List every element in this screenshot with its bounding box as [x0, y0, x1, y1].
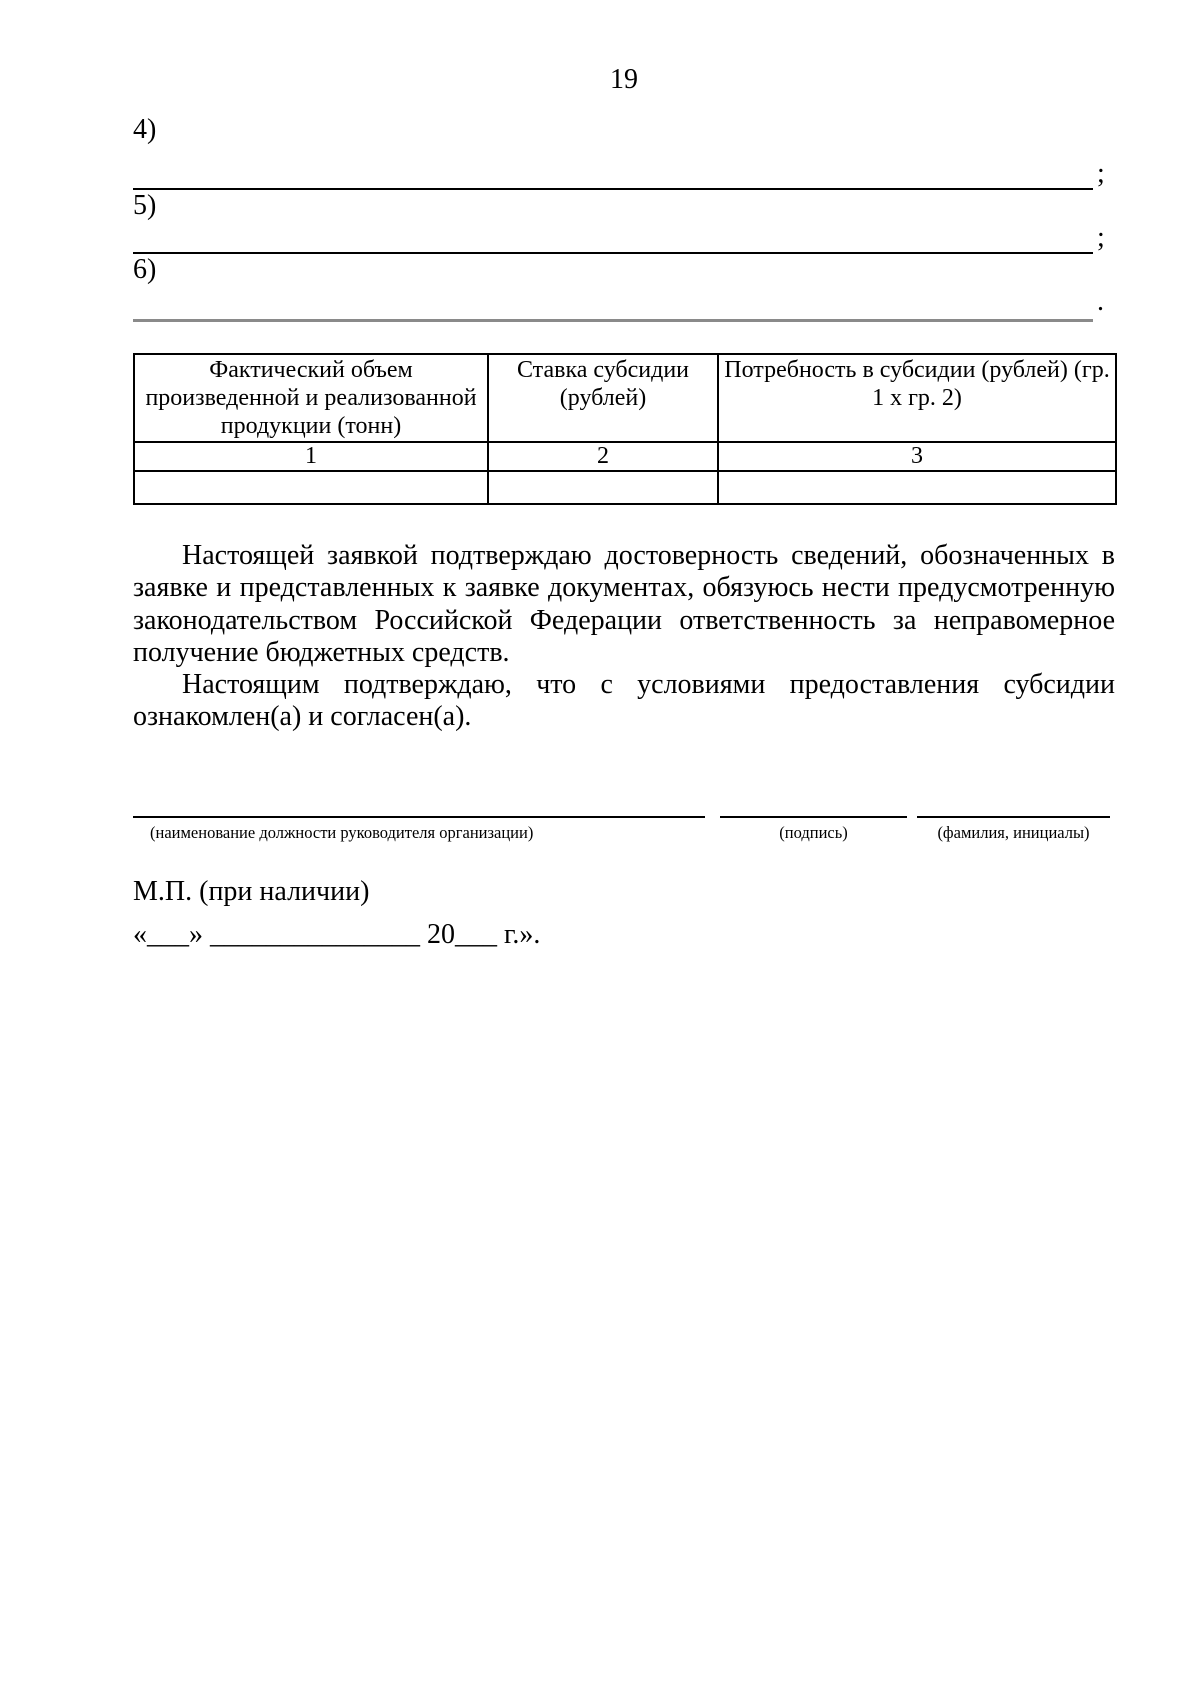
page-number: 19 [610, 64, 638, 95]
table-empty-row [134, 471, 1116, 504]
signature-line-position [133, 816, 705, 818]
stamp-note: М.П. (при наличии) [133, 876, 370, 907]
signature-line-signature [720, 816, 907, 818]
table-header-row [134, 354, 1116, 442]
table-empty-cell-1 [134, 471, 488, 504]
table-colnum-2: 2 [488, 442, 718, 471]
table-colnum-1: 1 [134, 442, 488, 471]
blank-line-item-4-punctuation: ; [1097, 158, 1105, 189]
table-column-number-row [134, 442, 1116, 471]
signature-line-name [917, 816, 1110, 818]
signature-label-signature: (подпись) [779, 823, 848, 842]
blank-line-item-5-punctuation: ; [1097, 222, 1105, 253]
list-item-4-label: 4) [133, 114, 157, 145]
list-item-5-label: 5) [133, 190, 157, 221]
declaration-paragraph-1: Настоящей заявкой подтверждаю достоверность сведений, обозначенных в заявке и представленных к заявке документах, обязуюсь нести предусмотренную законодательством Российской Федерации ответственность за неправомерное получение бюджетных средств. [133, 540, 1115, 668]
blank-line-item-6-punctuation: . [1097, 286, 1104, 317]
date-line: «___» _______________ 20___ г.». [133, 919, 541, 950]
list-item-6-label: 6) [133, 254, 157, 285]
blank-line-item-6 [133, 319, 1093, 322]
table-header-rate: Ставка субсидии (рублей) [488, 354, 718, 442]
table-empty-cell-3 [718, 471, 1116, 504]
blank-line-item-5 [133, 252, 1093, 254]
signature-label-position: (наименование должности руководителя организации) [150, 823, 534, 842]
signature-label-name: (фамилия, инициалы) [937, 823, 1090, 842]
table-header-volume: Фактический объем произведенной и реализованной продукции (тонн) [134, 354, 488, 442]
declaration-paragraph-2: Настоящим подтверждаю, что с условиями предоставления субсидии ознакомлен(а) и согласен(а). [133, 669, 1115, 733]
table-header-need: Потребность в субсидии (рублей) (гр. 1 х гр. 2) [718, 354, 1116, 442]
declaration-text [133, 540, 1115, 734]
blank-line-item-4 [133, 188, 1093, 190]
table-empty-cell-2 [488, 471, 718, 504]
subsidy-table [133, 353, 1117, 505]
table-colnum-3: 3 [718, 442, 1116, 471]
